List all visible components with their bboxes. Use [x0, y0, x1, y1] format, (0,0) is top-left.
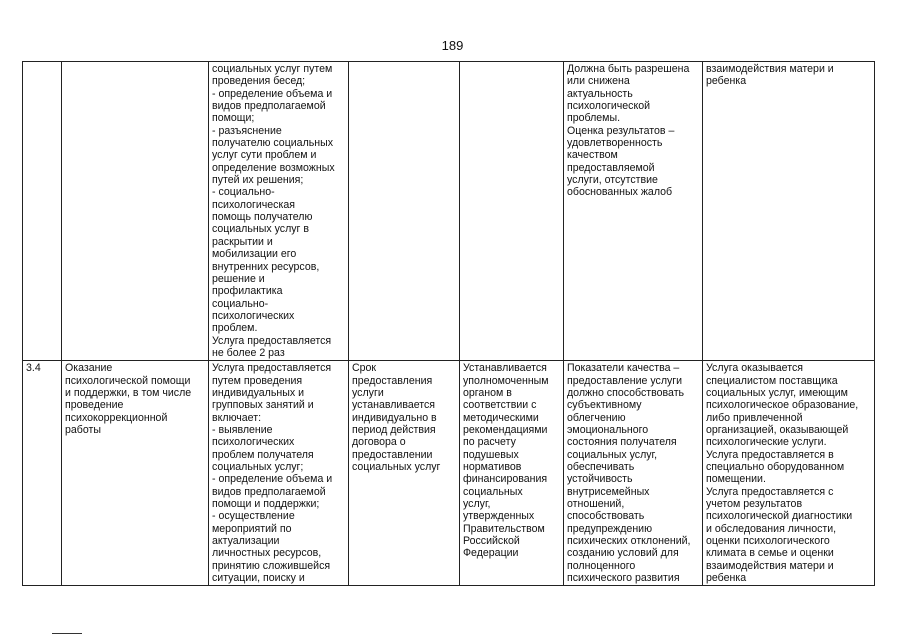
cell-number: 3.4 [23, 361, 62, 586]
cell-conditions: взаимодействия матери и ребенка [703, 62, 875, 361]
cell-number [23, 62, 62, 361]
cell-service-description: Услуга предоставляется путем проведения индивидуальных и групповых занятий и включает: - выявление психологических проблем получателя социальных услуг; - определение объема и видов предполагаемой помощи и поддержки; - осуществление мероприятий по актуализации личностных ресурсов, принятию сложившейся ситуации, поиску и [209, 361, 349, 586]
cell-cost: Устанавливается уполномоченным органом в соответствии с методическими рекомендациями по расчету подушевых нормативов финансирования социальных услуг, утвержденных Правительством Российской Федерации [460, 361, 564, 586]
table-row [23, 62, 875, 361]
footnote-divider [52, 633, 82, 634]
cell-quality: Показатели качества – предоставление услуги должно способствовать субъективному облегчению эмоционального состояния получателя социальных услуг, обеспечивать устойчивость внутрисемейных отношений, способствовать предупреждению психических отклонений, созданию условий для полноценного психического развития [564, 361, 703, 586]
cell-cost [460, 62, 564, 361]
cell-service-name [62, 62, 209, 361]
cell-service-name: Оказание психологической помощи и поддержки, в том числе проведение психокоррекционной работы [62, 361, 209, 586]
cell-quality: Должна быть разрешена или снижена актуальность психологической проблемы. Оценка результатов – удовлетворенность качеством предоставляемой услуги, отсутствие обоснованных жалоб [564, 62, 703, 361]
cell-conditions: Услуга оказывается специалистом поставщика социальных услуг, имеющим психологическое образование, либо привлеченной организацией, оказывающей психологические услуги. Услуга предоставляется в специально оборудованном помещении. Услуга предоставляется с учетом результатов психологической диагностики и обследования личности, оценки психологического климата в семье и оценки взаимодействия матери и ребенка [703, 361, 875, 586]
cell-term: Срок предоставления услуги устанавливается индивидуально в период действия договора о предоставлении социальных услуг [349, 361, 460, 586]
cell-service-description: социальных услуг путем проведения бесед; - определение объема и видов предполагаемой помощи; - разъяснение получателю социальных услуг сути проблем и определение возможных путей их решения; - социально- психологическая помощь получателю социальных услуг в раскрытии и мобилизации его внутренних ресурсов, решение и профилактика социально- психологических проблем. Услуга предоставляется не более 2 раз [209, 62, 349, 361]
services-table [22, 61, 875, 586]
page-number: 189 [441, 38, 464, 53]
table-row [23, 361, 875, 586]
cell-term [349, 62, 460, 361]
